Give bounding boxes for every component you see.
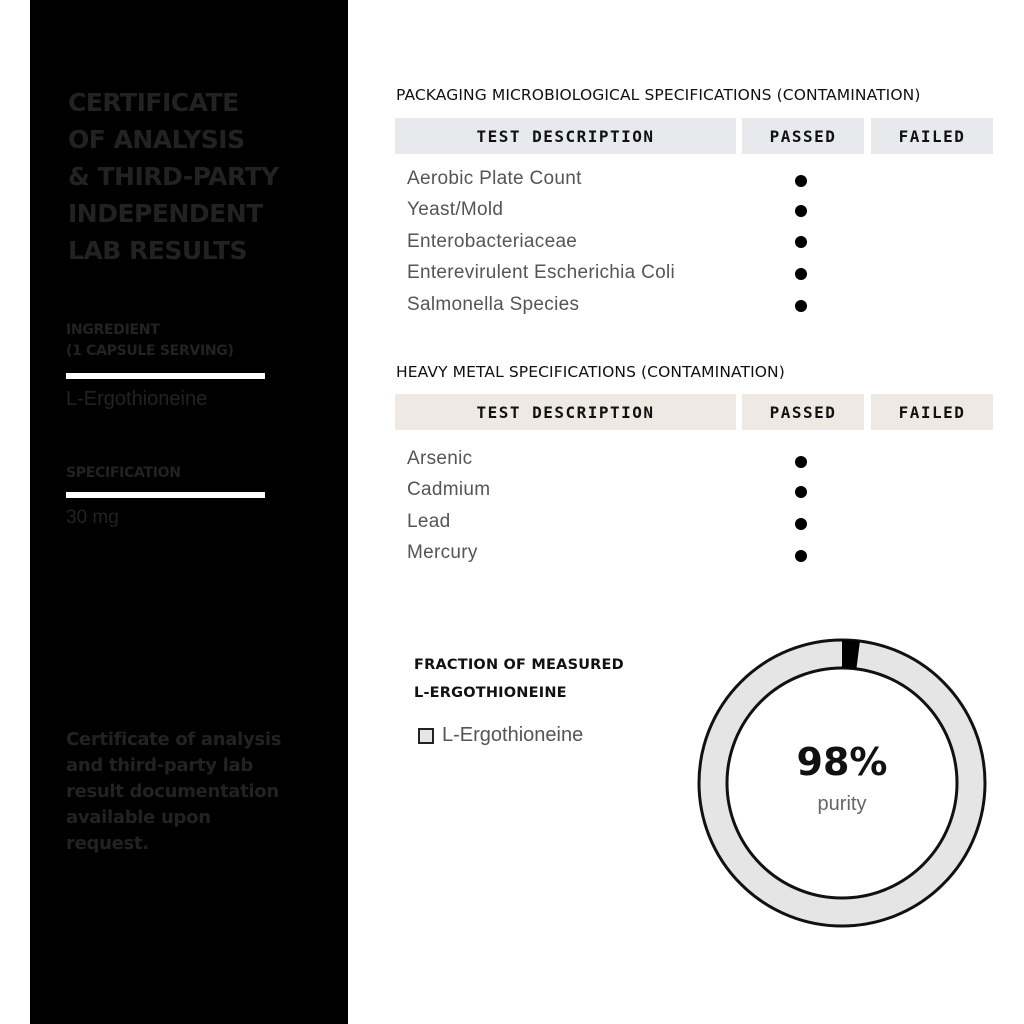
passed-indicator <box>795 175 807 187</box>
certificate-title <box>68 84 308 269</box>
microbio-title: PACKAGING MICROBIOLOGICAL SPECIFICATIONS (CONTAMINATION) <box>396 86 921 104</box>
ingredient-label-line: INGREDIENT <box>66 322 160 338</box>
ingredient-label-line: (1 CAPSULE SERVING) <box>66 343 234 359</box>
specification-value: 30 mg <box>66 507 119 528</box>
passed-indicator <box>795 268 807 280</box>
legend <box>418 724 583 747</box>
ingredient-label <box>66 320 234 362</box>
table-row-label: Enterobacteriaceae <box>407 231 578 252</box>
specification-divider <box>66 492 265 498</box>
passed-indicator <box>795 236 807 248</box>
table-row-label: Salmonella Species <box>407 294 580 315</box>
passed-indicator <box>795 456 807 468</box>
microbio-header-description: TEST DESCRIPTION <box>395 118 736 154</box>
passed-indicator <box>795 518 807 530</box>
table-row-label: Cadmium <box>407 479 491 500</box>
metals-title: HEAVY METAL SPECIFICATIONS (CONTAMINATION) <box>396 363 785 381</box>
ingredient-value: L-Ergothioneine <box>66 388 208 410</box>
metals-header-failed: FAILED <box>871 394 993 430</box>
table-row-label: Lead <box>407 511 451 532</box>
table-row-label: Mercury <box>407 542 478 563</box>
fraction-title-line: L-ERGOTHIONEINE <box>414 685 567 701</box>
passed-indicator <box>795 486 807 498</box>
title-line: OF ANALYSIS <box>68 125 245 154</box>
title-line: & THIRD-PARTY <box>68 162 279 191</box>
availability-note: Certificate of analysis and third-party lab result documentation available upon request. <box>66 729 282 854</box>
fraction-title-line: FRACTION OF MEASURED <box>414 657 624 673</box>
legend-label: L-Ergothioneine <box>442 724 584 746</box>
title-line: INDEPENDENT <box>68 199 263 228</box>
table-row-label: Yeast/Mold <box>407 199 504 220</box>
table-row-label: Aerobic Plate Count <box>407 168 582 189</box>
table-row-label: Enterevirulent Escherichia Coli <box>407 262 676 283</box>
microbio-header-passed: PASSED <box>742 118 864 154</box>
table-row-label: Arsenic <box>407 448 473 469</box>
legend-swatch <box>418 728 434 744</box>
purity-value: 98% <box>796 740 888 784</box>
metals-header-description: TEST DESCRIPTION <box>395 394 736 430</box>
title-line: CERTIFICATE <box>68 88 239 117</box>
fraction-title <box>414 651 674 707</box>
metals-header-passed: PASSED <box>742 394 864 430</box>
title-line: LAB RESULTS <box>68 236 248 265</box>
ingredient-divider <box>66 373 265 379</box>
passed-indicator <box>795 550 807 562</box>
passed-indicator <box>795 300 807 312</box>
passed-indicator <box>795 205 807 217</box>
microbio-header-failed: FAILED <box>871 118 993 154</box>
purity-label: purity <box>817 793 867 815</box>
specification-label: SPECIFICATION <box>66 465 181 481</box>
